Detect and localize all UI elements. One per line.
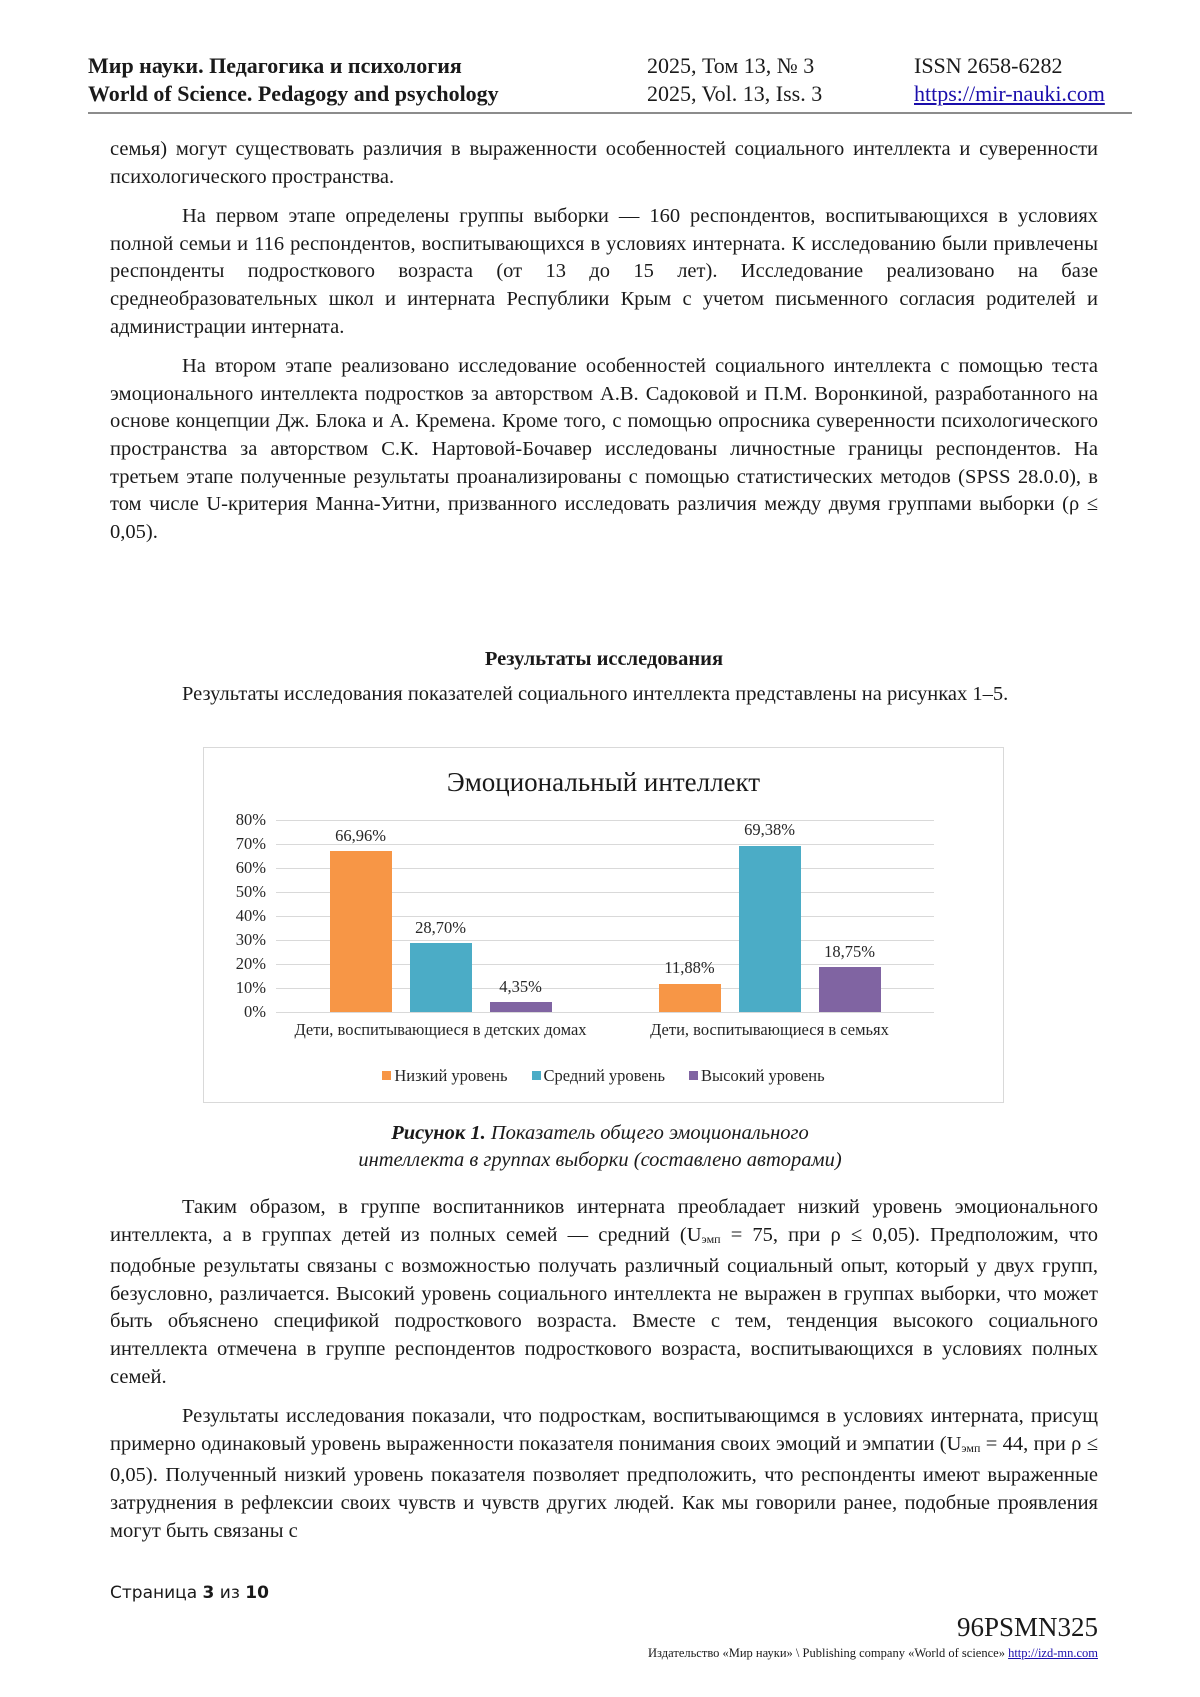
legend-label: Средний уровень bbox=[543, 1066, 666, 1085]
caption-line-2: интеллекта в группах выборки (составлено авторами) bbox=[358, 1149, 842, 1171]
y-tick-label: 80% bbox=[235, 810, 266, 829]
bar-value-label: 69,38% bbox=[744, 820, 795, 840]
y-tick-label: 50% bbox=[235, 882, 266, 901]
bar bbox=[490, 1002, 552, 1012]
publisher-line: Издательство «Мир науки» \ Publishing company «World of science» http://izd-mn.com bbox=[648, 1646, 1098, 1660]
legend-label: Высокий уровень bbox=[701, 1066, 825, 1085]
bar-value-label: 11,88% bbox=[664, 958, 715, 978]
bar-value-label: 28,70% bbox=[415, 918, 466, 938]
journal-header bbox=[88, 52, 1132, 114]
y-tick-label: 40% bbox=[235, 906, 266, 925]
publisher-link[interactable]: http://izd-mn.com bbox=[1008, 1646, 1098, 1660]
page-number: Страница 3 из 10 bbox=[110, 1583, 269, 1603]
paragraph-2: На первом этапе определены группы выборки — 160 респондентов, воспитывающихся в условиях полной семьи и 116 респондентов, воспитывающихся в условиях интерната. К исследованию были привлечены респонденты подросткового возраста (от 13 до 15 лет). Исследование реализовано на базе среднеобразовательных школ и интерната Республики Крым с учетом письменного согласия родителей и администрации интерната. bbox=[110, 205, 1098, 338]
section-title: Результаты исследования bbox=[484, 648, 724, 670]
legend-item bbox=[689, 1066, 825, 1086]
paragraph-5: Таким образом, в группе воспитанников интерната преобладает низкий уровень эмоционального интеллекта, а в группах детей из полных семей — средний ($U_{эмп} = 75$, при ρ ≤ 0,05). Предположим, что подобные результаты связаны с возможностью получать различный социальный опыт, который у двух групп, безусловно, различается. Высокий уровень социального интеллекта не выражен в группах выборки, что может быть объяснено спецификой подросткового возраста. Вместе с тем, тенденция высокого социального интеллекта отмечена в группе респондентов подросткового возраста, воспитывающихся в условиях полных семей. bbox=[110, 1196, 1098, 1388]
paragraph-3: На втором этапе реализовано исследование особенностей социального интеллекта с помощью теста эмоционального интеллекта подростков за авторством А.В. Садоковой и П.М. Воронкиной, разработанного на основе концепции Дж. Блока и А. Кремена. Кроме того, с помощью опросника суверенности психологического пространства за авторством С.К. Нартовой-Бочавер исследованы личностные границы респондентов. На третьем этапе полученные результаты проанализированы с помощью статистических методов (SPSS 28.0.0), в том числе U-критерия Манна-Уитни, призванного исследовать различия между двумя группами выборки (ρ ≤ 0,05). bbox=[110, 355, 1098, 543]
body-text-intro bbox=[110, 681, 1098, 709]
y-tick-label: 60% bbox=[235, 858, 266, 877]
journal-title-en: World of Science. Pedagogy and psychology bbox=[88, 81, 499, 106]
y-tick-label: 30% bbox=[235, 930, 266, 949]
bar-value-label: 66,96% bbox=[335, 826, 386, 846]
bar bbox=[739, 846, 801, 1013]
paragraph-6: Результаты исследования показали, что подросткам, воспитывающимся в условиях интерната, присущ примерно одинаковый уровень выраженности показателя понимания своих эмоций и эмпатии ($U_{эмп} = 44$, при ρ ≤ 0,05). Полученный низкий уровень показателя позволяет предположить, что респонденты имеют выраженные затруднения в рефлексии своих чувств и чувств других людей. Как мы говорили ранее, подобные проявления могут быть связаны с bbox=[110, 1405, 1098, 1542]
bar bbox=[819, 967, 881, 1012]
journal-site-link[interactable]: https://mir-nauki.com bbox=[914, 81, 1105, 106]
legend-item bbox=[532, 1066, 666, 1086]
y-tick-label: 20% bbox=[235, 954, 266, 973]
bar-value-label: 18,75% bbox=[824, 942, 875, 961]
gridline bbox=[276, 1012, 934, 1013]
bar bbox=[659, 984, 721, 1013]
bar-value-label: 4,35% bbox=[499, 976, 542, 996]
bar bbox=[330, 851, 392, 1012]
caption-line-1: Показатель общего эмоционального bbox=[485, 1122, 809, 1144]
issn: ISSN 2658-6282 bbox=[914, 53, 1063, 78]
category-label: Дети, воспитывающиеся в детских домах bbox=[294, 1020, 587, 1039]
legend-item bbox=[382, 1066, 507, 1086]
chart-title: Эмоциональный интеллект bbox=[446, 767, 761, 797]
body-text-top bbox=[110, 136, 1098, 546]
issue-en: 2025, Vol. 13, Iss. 3 bbox=[647, 81, 823, 106]
legend-swatch-icon bbox=[532, 1071, 541, 1080]
legend-label: Низкий уровень bbox=[394, 1066, 508, 1085]
figure-caption bbox=[200, 1120, 1000, 1174]
legend-swatch-icon bbox=[689, 1071, 698, 1080]
paragraph-4: Результаты исследования показателей социального интеллекта представлены на рисунках 1–5. bbox=[182, 683, 1009, 705]
body-text-bottom bbox=[110, 1194, 1098, 1545]
paragraph-1: семья) могут существовать различия в выраженности особенностей социального интеллекта и суверенности психологического пространства. bbox=[110, 138, 1098, 188]
y-tick-label: 0% bbox=[244, 1002, 266, 1021]
legend-swatch-icon bbox=[382, 1071, 391, 1080]
gridline bbox=[276, 820, 934, 821]
bar-chart bbox=[203, 747, 1004, 1103]
category-label: Дети, воспитывающиеся в семьях bbox=[650, 1020, 889, 1039]
article-code: 96PSMN325 bbox=[956, 1612, 1098, 1642]
bar bbox=[410, 943, 472, 1012]
chart-legend bbox=[204, 1066, 1003, 1086]
issue-ru: 2025, Том 13, № 3 bbox=[647, 53, 815, 78]
journal-title-ru: Мир науки. Педагогика и психология bbox=[88, 53, 462, 78]
figure-number: Рисунок 1. bbox=[391, 1122, 486, 1144]
y-tick-label: 70% bbox=[235, 834, 266, 853]
plot-area bbox=[235, 810, 934, 1039]
y-tick-label: 10% bbox=[235, 978, 266, 997]
